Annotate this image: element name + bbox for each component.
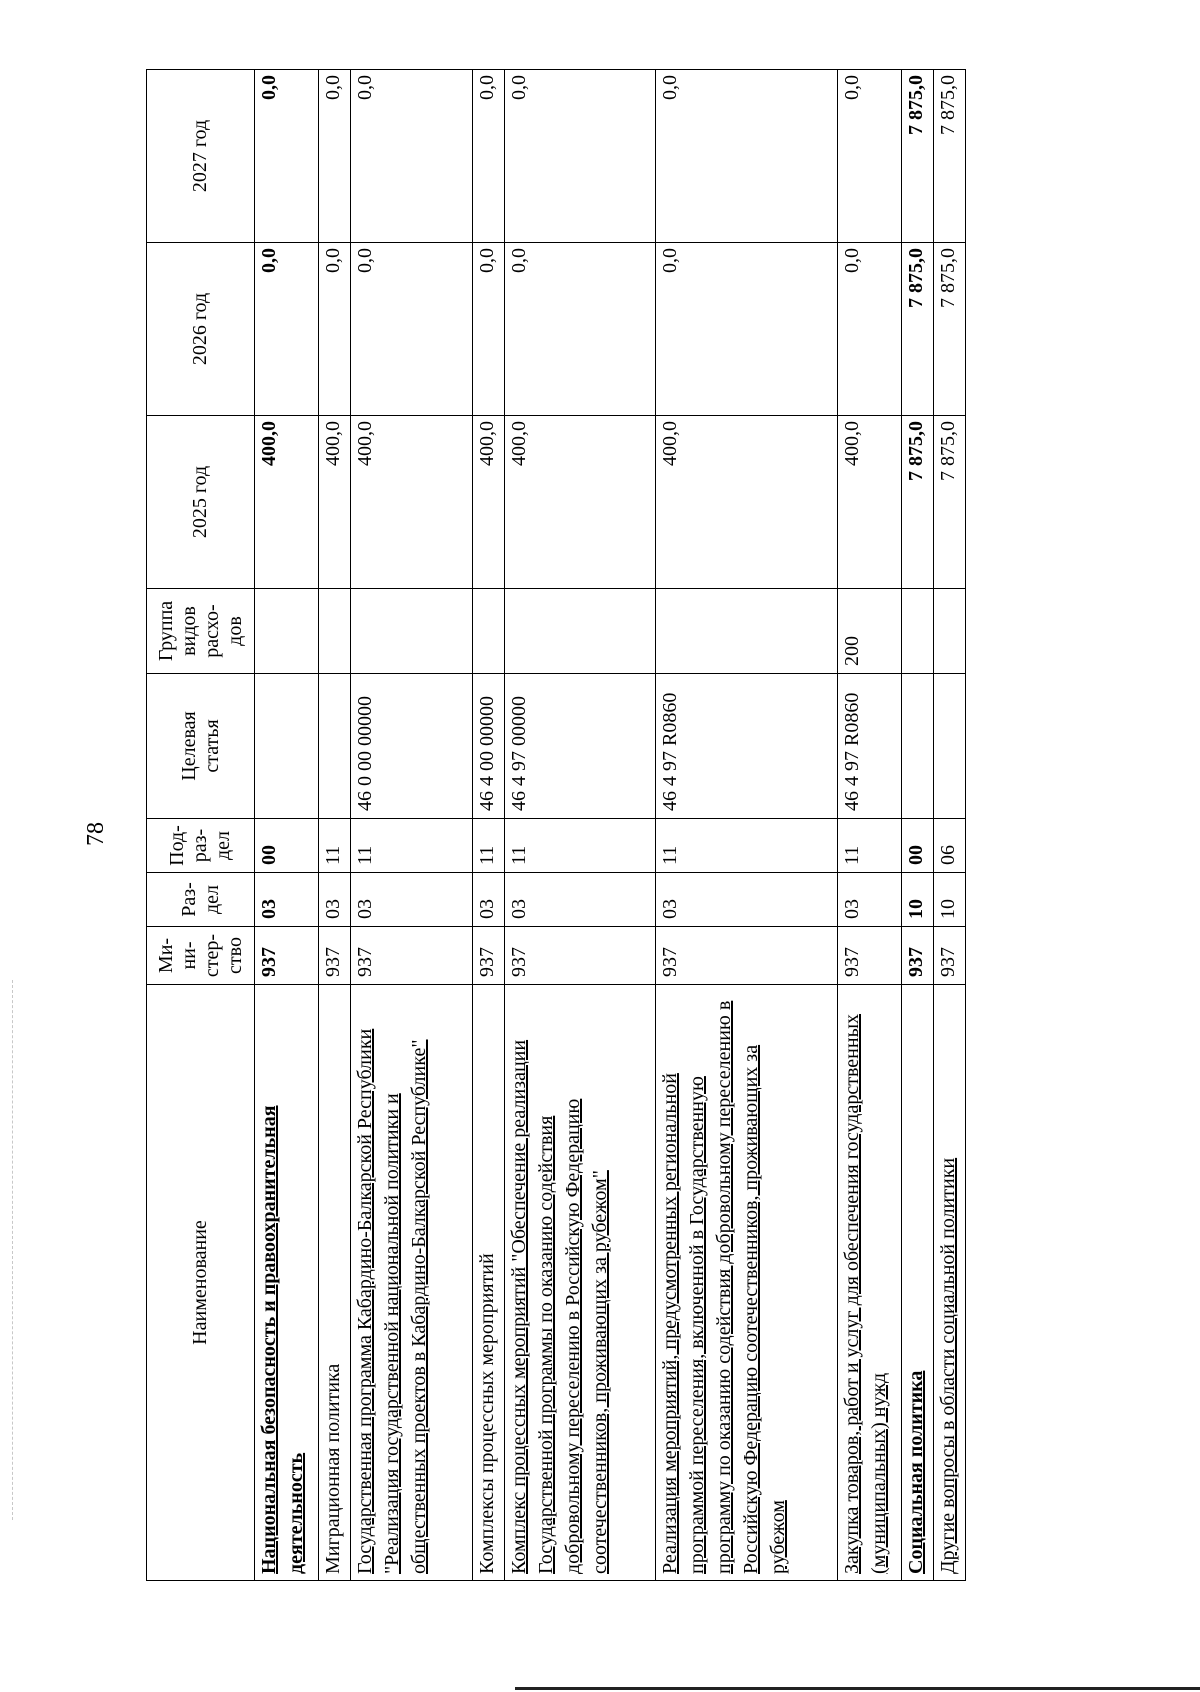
row-2025: 400,0 [255, 416, 319, 589]
table-row [472, 70, 504, 1581]
row-2027: 0,0 [351, 70, 473, 243]
header-ministry: Ми- ни- стер- ство [147, 927, 255, 985]
row-subsection: 00 [255, 819, 319, 873]
row-group [472, 589, 504, 674]
header-expense-group: Группа видов расхо- дов [147, 589, 255, 674]
row-2027: 0,0 [837, 70, 901, 243]
row-section: 03 [837, 873, 901, 927]
row-2026: 0,0 [656, 243, 837, 416]
header-section: Раз- дел [147, 873, 255, 927]
row-2027: 7 875,0 [933, 70, 965, 243]
row-2026: 7 875,0 [901, 243, 933, 416]
table-row [933, 70, 965, 1581]
row-group [351, 589, 473, 674]
row-2026: 7 875,0 [933, 243, 965, 416]
row-2026: 0,0 [472, 243, 504, 416]
row-ministry: 937 [504, 927, 656, 985]
row-2025: 400,0 [837, 416, 901, 589]
row-target [901, 674, 933, 819]
row-section: 10 [933, 873, 965, 927]
row-section: 03 [472, 873, 504, 927]
row-name: Комплексы процессных мероприятий [472, 985, 504, 1581]
row-group: 200 [837, 589, 901, 674]
row-section: 03 [656, 873, 837, 927]
row-ministry: 937 [901, 927, 933, 985]
header-year-2025: 2025 год [147, 416, 255, 589]
budget-table [146, 69, 966, 1581]
row-2026: 0,0 [255, 243, 319, 416]
row-2027: 0,0 [656, 70, 837, 243]
row-2026: 0,0 [319, 243, 351, 416]
row-2027: 0,0 [255, 70, 319, 243]
header-year-2026: 2026 год [147, 243, 255, 416]
row-group [255, 589, 319, 674]
row-name: Комплекс процессных мероприятий "Обеспечение реализации Государственной программы по оказанию содействия добровольному переселению в Российскую Федерацию соотечественников, проживающих за рубежом" [504, 985, 656, 1581]
row-group [656, 589, 837, 674]
row-subsection: 06 [933, 819, 965, 873]
table-header-row [147, 70, 255, 1581]
row-target: 46 4 97 00000 [504, 674, 656, 819]
header-year-2027: 2027 год [147, 70, 255, 243]
header-target-article: Целевая статья [147, 674, 255, 819]
page-number: 78 [83, 822, 109, 846]
row-ministry: 937 [255, 927, 319, 985]
row-2025: 400,0 [319, 416, 351, 589]
row-2026: 0,0 [351, 243, 473, 416]
row-target: 46 0 00 00000 [351, 674, 473, 819]
table-row [255, 70, 319, 1581]
table-row [351, 70, 473, 1581]
row-2027: 7 875,0 [901, 70, 933, 243]
row-section: 03 [351, 873, 473, 927]
row-subsection: 11 [504, 819, 656, 873]
row-section: 10 [901, 873, 933, 927]
row-ministry: 937 [351, 927, 473, 985]
row-ministry: 937 [837, 927, 901, 985]
table-row [837, 70, 901, 1581]
row-2025: 400,0 [656, 416, 837, 589]
row-section: 03 [255, 873, 319, 927]
row-2025: 400,0 [351, 416, 473, 589]
row-ministry: 937 [933, 927, 965, 985]
row-name: Национальная безопасность и правоохранительная деятельность [255, 985, 319, 1581]
row-name: Реализация мероприятий, предусмотренных региональной программой переселения, включенной в Государственную программу по оказанию содействия добровольному переселению в Российскую Федерацию соотечественников, проживающих за рубежом [656, 985, 837, 1581]
row-ministry: 937 [656, 927, 837, 985]
row-target [255, 674, 319, 819]
header-name: Наименование [147, 985, 255, 1581]
row-ministry: 937 [319, 927, 351, 985]
row-section: 03 [319, 873, 351, 927]
row-2026: 0,0 [504, 243, 656, 416]
scan-bottom-bar [515, 1687, 1200, 1690]
row-name: Закупка товаров, работ и услуг для обеспечения государственных (муниципальных) нужд [837, 985, 901, 1581]
row-subsection: 11 [656, 819, 837, 873]
row-subsection: 11 [837, 819, 901, 873]
row-subsection: 11 [472, 819, 504, 873]
row-section: 03 [504, 873, 656, 927]
row-target [319, 674, 351, 819]
table-row [656, 70, 837, 1581]
row-2027: 0,0 [472, 70, 504, 243]
row-group [901, 589, 933, 674]
rotated-table-wrapper [146, 70, 966, 1581]
row-name: Миграционная политика [319, 985, 351, 1581]
row-2025: 7 875,0 [933, 416, 965, 589]
row-target: 46 4 00 00000 [472, 674, 504, 819]
row-target: 46 4 97 R0860 [837, 674, 901, 819]
row-group [933, 589, 965, 674]
scan-edge-line [12, 980, 13, 1520]
row-subsection: 11 [351, 819, 473, 873]
row-group [504, 589, 656, 674]
table-row [901, 70, 933, 1581]
row-2025: 400,0 [504, 416, 656, 589]
row-2027: 0,0 [319, 70, 351, 243]
row-name: Другие вопросы в области социальной политики [933, 985, 965, 1581]
row-subsection: 11 [319, 819, 351, 873]
row-name: Государственная программа Кабардино-Балкарской Республики "Реализация государственной национальной политики и общественных проектов в Кабардино-Балкарской Республике" [351, 985, 473, 1581]
header-subsection: Под- раз- дел [147, 819, 255, 873]
row-ministry: 937 [472, 927, 504, 985]
row-2027: 0,0 [504, 70, 656, 243]
row-group [319, 589, 351, 674]
row-subsection: 00 [901, 819, 933, 873]
row-2026: 0,0 [837, 243, 901, 416]
table-row [504, 70, 656, 1581]
row-2025: 7 875,0 [901, 416, 933, 589]
row-name: Социальная политика [901, 985, 933, 1581]
row-2025: 400,0 [472, 416, 504, 589]
row-target [933, 674, 965, 819]
row-target: 46 4 97 R0860 [656, 674, 837, 819]
table-row [319, 70, 351, 1581]
